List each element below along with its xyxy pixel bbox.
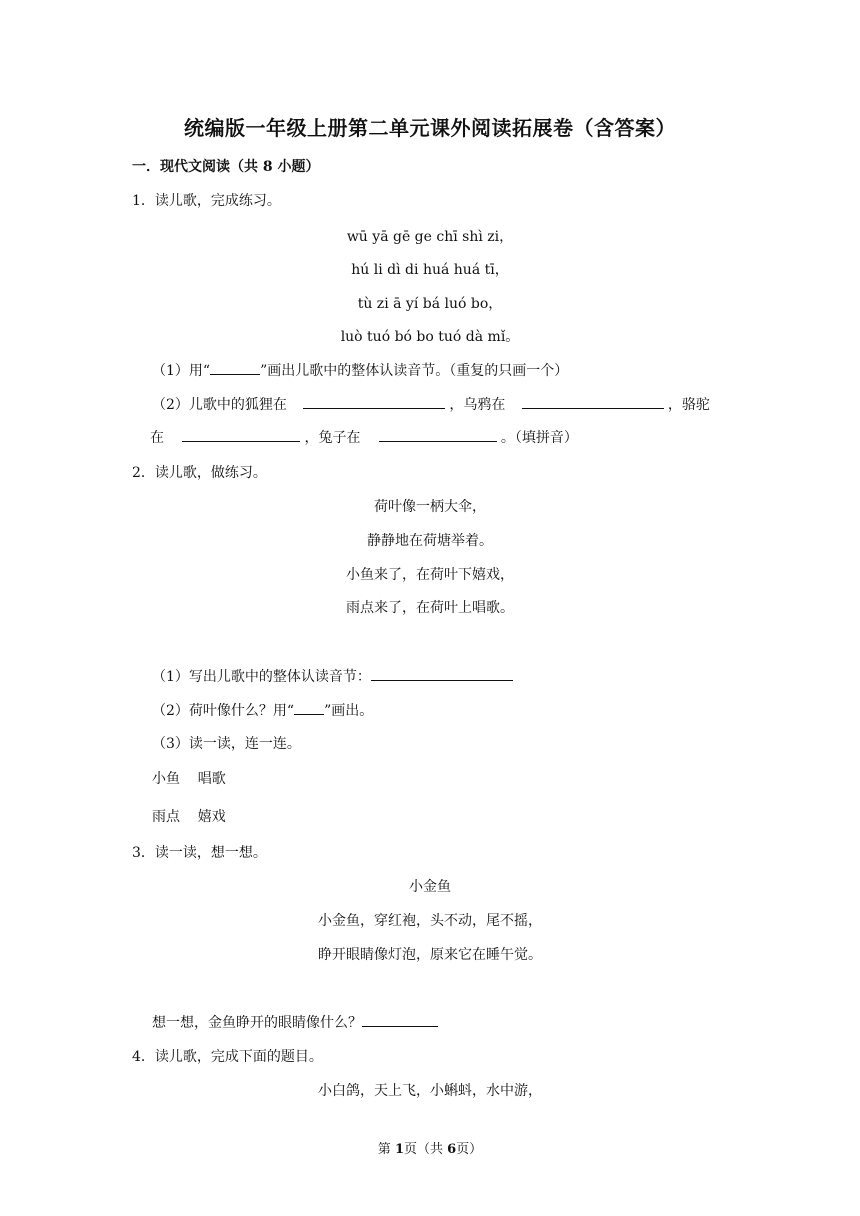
q2-poem-line-4: 雨点来了，在荷叶上唱歌。 <box>346 600 514 616</box>
q1-part-2-line-2 <box>150 427 578 447</box>
footer-page-number: 1 <box>394 1142 404 1157</box>
q2-part-2-text-a: （2）荷叶像什么？用“ <box>152 703 295 719</box>
q1-poem-line-4: luò tuó bó bo tuó dà mǐ。 <box>340 329 520 345</box>
q1-part-1-text-a: （1）用“ <box>152 363 211 379</box>
footer-mid: 页（共 <box>403 1142 448 1157</box>
q2-part-3: （3）读一读，连一连。 <box>152 736 301 752</box>
answer-blank-rabbit[interactable] <box>379 427 497 442</box>
q2-poem-line-3: 小鱼来了，在荷叶下嬉戏， <box>346 567 514 583</box>
q1-part-2-text-c: ，骆驼 <box>667 397 710 413</box>
page-footer <box>0 1138 860 1157</box>
q2-poem-line-1: 荷叶像一柄大伞， <box>374 499 486 515</box>
q3-poem-title: 小金鱼 <box>409 879 451 895</box>
footer-suffix: 页） <box>456 1142 483 1157</box>
q3-poem-line-2: 睁开眼睛像灯泡，原来它在睡午觉。 <box>318 947 542 963</box>
q2-part-2-text-b: ”画出。 <box>324 703 374 719</box>
q1-part-2-line-1 <box>152 394 710 414</box>
answer-blank-syllables[interactable] <box>371 666 513 681</box>
question-2-stem: 2．读儿歌，做练习。 <box>132 465 267 481</box>
question-4-stem: 4．读儿歌，完成下面的题目。 <box>132 1049 323 1065</box>
q1-part-1 <box>152 360 568 380</box>
question-1-stem: 1．读儿歌，完成练习。 <box>132 193 281 209</box>
answer-blank-underline[interactable] <box>294 700 324 715</box>
q3-poem-line-1: 小金鱼，穿红袍，头不动，尾不摇， <box>318 913 542 929</box>
answer-blank[interactable] <box>210 360 260 375</box>
q2-match-row-1[interactable]: 小鱼 唱歌 <box>152 771 226 787</box>
footer-prefix: 第 <box>377 1142 395 1157</box>
answer-blank-camel[interactable] <box>182 427 300 442</box>
question-3-stem: 3．读一读，想一想。 <box>132 845 267 861</box>
q1-poem-line-1: wū yā gē ge chī shì zi， <box>346 229 514 245</box>
footer-total-pages: 6 <box>447 1142 457 1157</box>
q2-part-2 <box>152 700 373 720</box>
q2-part-1-text: （1）写出儿歌中的整体认读音节： <box>152 669 371 685</box>
q3-question-text: 想一想，金鱼睁开的眼睛像什么？ <box>152 1015 362 1031</box>
q1-poem-line-2: hú li dì di huá huá tī， <box>351 262 509 278</box>
q1-part-1-text-b: ”画出儿歌中的整体认读音节。（重复的只画一个） <box>260 363 569 379</box>
q1-poem-line-3: tù zi ā yí bá luó bo， <box>357 296 503 312</box>
q1-part-2-text-f: 。（填拼音） <box>500 430 578 446</box>
q2-match-row-2[interactable]: 雨点 嬉戏 <box>152 809 226 825</box>
answer-blank-fox[interactable] <box>303 394 445 409</box>
section-heading: 一．现代文阅读（共 8 小题） <box>132 159 320 175</box>
q1-part-2-text-d: 在 <box>150 430 164 446</box>
q1-part-2-text-e: ，兔子在 <box>304 430 361 446</box>
answer-blank-eyes[interactable] <box>362 1012 438 1027</box>
q3-question <box>152 1012 438 1032</box>
q4-poem-line-1: 小白鸽，天上飞，小蝌蚪，水中游， <box>318 1083 542 1099</box>
answer-blank-crow[interactable] <box>522 394 664 409</box>
q2-part-1 <box>152 666 513 686</box>
q2-poem-line-2: 静静地在荷塘举着。 <box>367 533 493 549</box>
q1-part-2-text-b: ，乌鸦在 <box>449 397 506 413</box>
document-title: 统编版一年级上册第二单元课外阅读拓展卷（含答案） <box>184 116 676 140</box>
q1-part-2-text-a: （2）儿歌中的狐狸在 <box>152 397 287 413</box>
